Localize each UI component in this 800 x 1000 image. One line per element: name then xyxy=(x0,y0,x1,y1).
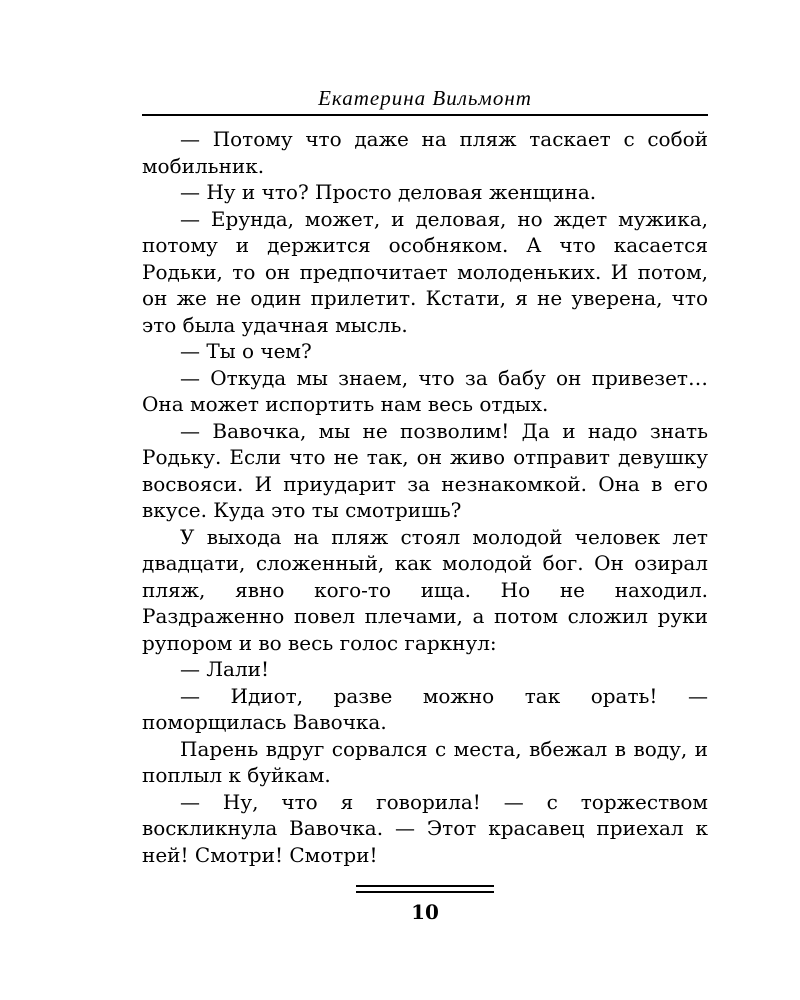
paragraph-8: — Лали! xyxy=(180,657,270,681)
header-rule xyxy=(142,114,708,116)
paragraph-9: — Идиот, разве можно так орать! — поморщилась Вавочка. xyxy=(142,683,708,734)
paragraph-11: — Ну, что я говорила! — с торжеством воскликнула Вавочка. — Этот красавец приехал к ней! Смотри! Смотри! xyxy=(142,789,708,867)
paragraph-1: — Потому что даже на пляж таскает с собой мобильник. xyxy=(142,127,708,178)
paragraph-6: — Вавочка, мы не позволим! Да и надо знать Родьку. Если что не так, он живо отправит девушку восвояси. И приударит за незнакомкой. Она в его вкусе. Куда это ты смотришь? xyxy=(142,418,708,522)
page-number: 10 xyxy=(411,900,439,924)
paragraph-2: — Ну и что? Просто деловая женщина. xyxy=(180,180,597,204)
footer-rule-top xyxy=(356,885,494,887)
paragraph-3: — Ерунда, может, и деловая, но ждет мужика, потому и держится особняком. А что касается Родьки, то он предпочитает молоденьких. И потом, он же не один прилетит. Кстати, я не уверена, что это была удачная мысль. xyxy=(142,206,708,337)
paragraph-4: — Ты о чем? xyxy=(180,339,312,363)
footer-rule-bottom xyxy=(356,891,494,893)
paragraph-10: Парень вдруг сорвался с места, вбежал в воду, и поплыл к буйкам. xyxy=(142,736,708,787)
body-text xyxy=(142,126,708,868)
paragraph-7: У выхода на пляж стоял молодой человек лет двадцати, сложенный, как молодой бог. Он озирал пляж, явно кого-то ища. Но не находил. Раздраженно повел плечами, а потом сложил руки рупором и во весь голос гаркнул: xyxy=(142,524,708,655)
running-head-author: Екатерина Вильмонт xyxy=(318,86,532,110)
footer-double-rule xyxy=(356,885,494,895)
paragraph-5: — Откуда мы знаем, что за бабу он привезет… Она может испортить нам весь отдых. xyxy=(142,365,708,416)
